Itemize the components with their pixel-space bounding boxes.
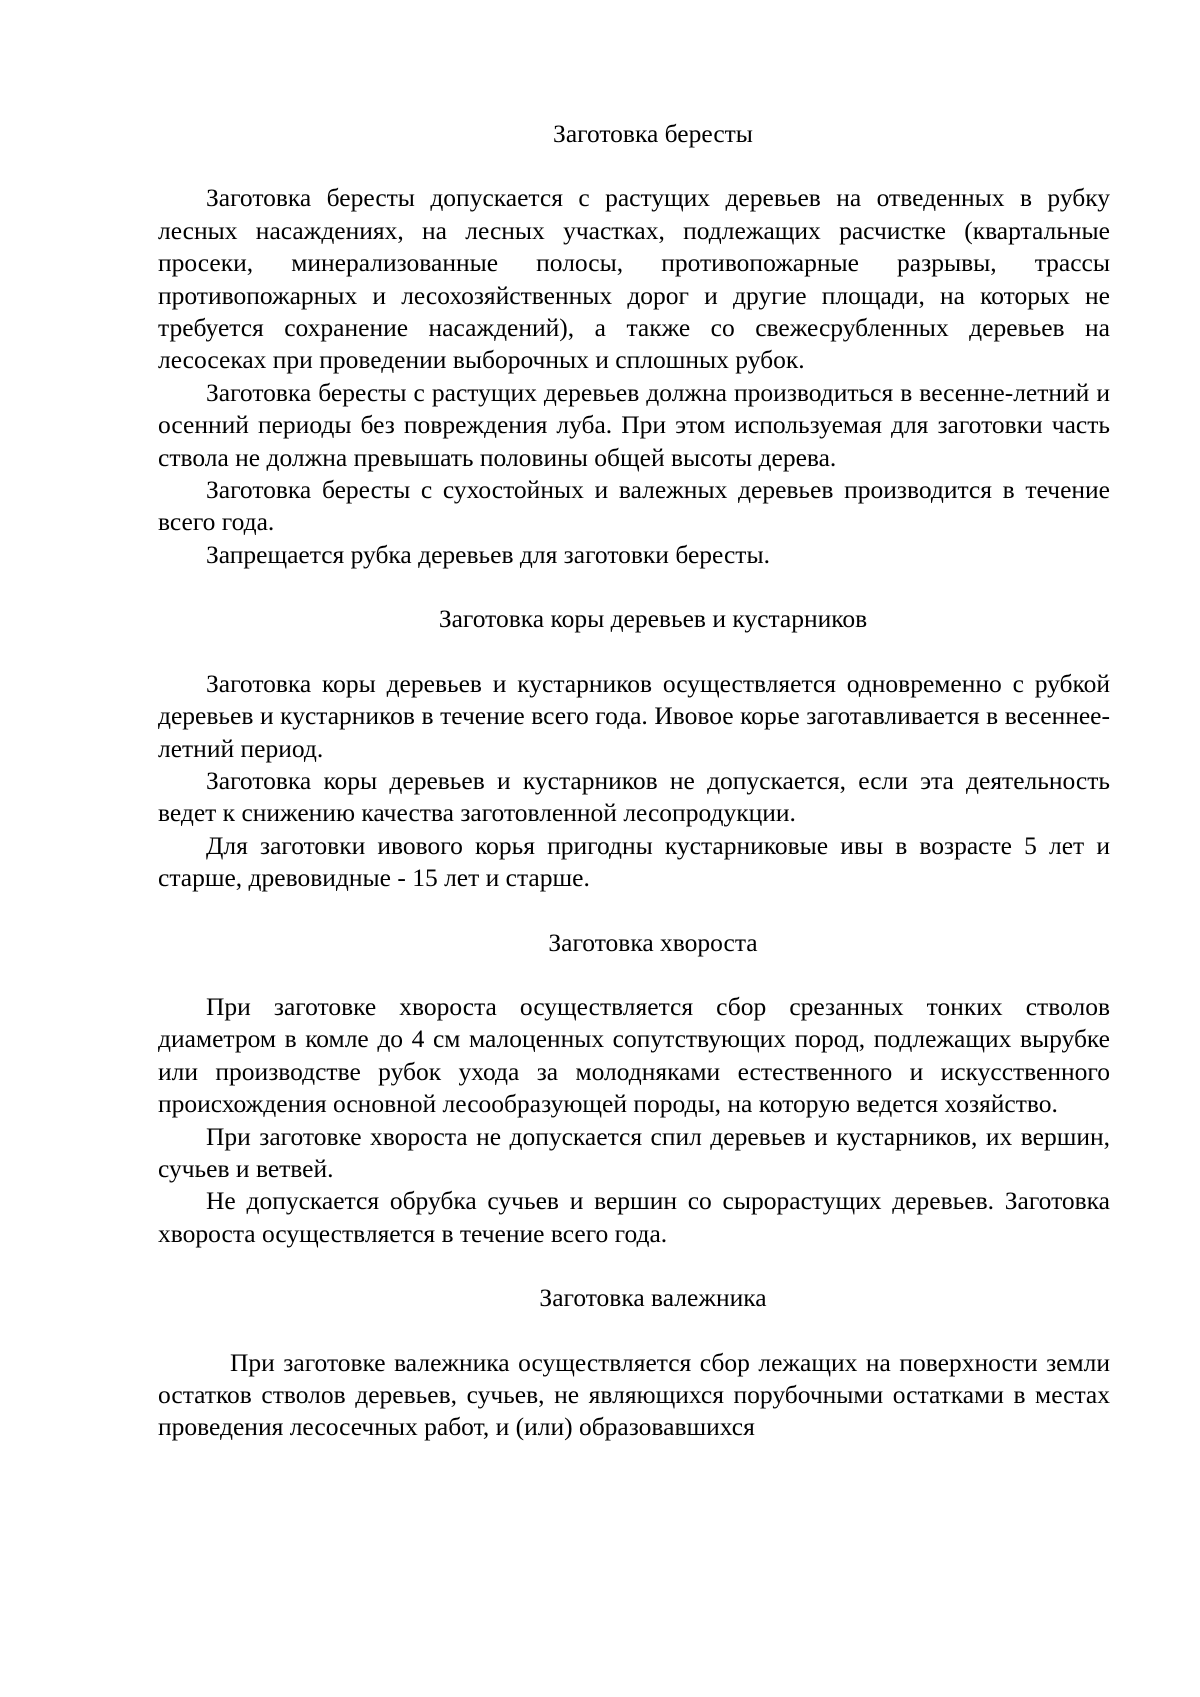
paragraph: Заготовка коры деревьев и кустарников не допускается, если эта деятельность ведет к снижению качества заготовленной лесопродукции.	[158, 765, 1110, 828]
section-title: Заготовка бересты	[553, 119, 753, 148]
section-title: Заготовка валежника	[539, 1283, 767, 1313]
paragraph: Для заготовки ивового корья пригодны кустарниковые ивы в возрасте 5 лет и старше, древовидные - 15 лет и старше.	[158, 830, 1110, 893]
section-bark-birch	[158, 118, 1110, 571]
document-page	[158, 118, 1110, 1444]
paragraph: Запрещается рубка деревьев для заготовки бересты.	[206, 539, 770, 569]
paragraph: Заготовка бересты допускается с растущих деревьев на отведенных в рубку лесных насаждениях, на лесных участках, подлежащих расчистке (квартальные просеки, минерализованные полосы, противопожарные разрывы, трассы противопожарных и лесохозяйственных дорог и другие площади, на которых не требуется сохранение насаждений), а также со свежесрубленных деревьев на лесосеках при проведении выборочных и сплошных рубок.	[158, 183, 1110, 375]
section-brushwood	[158, 927, 1110, 1251]
paragraph: При заготовке хвороста не допускается спил деревьев и кустарников, их вершин, сучьев и ветвей.	[158, 1121, 1110, 1183]
paragraph: При заготовке валежника осуществляется сбор лежащих на поверхности земли остатков стволов деревьев, сучьев, не являющихся порубочными остатками в местах проведения лесосечных работ, и (или) образовавшихся	[158, 1347, 1110, 1442]
section-title: Заготовка коры деревьев и кустарников	[438, 604, 868, 634]
paragraph: Заготовка бересты с сухостойных и валежных деревьев производится в течение всего года.	[158, 475, 1110, 537]
paragraph: Заготовка бересты с растущих деревьев должна производиться в весенне-летний и осенний периоды без повреждения луба. При этом используемая для заготовки часть ствола не должна превышать половины общей высоты дерева.	[158, 377, 1110, 472]
paragraph: При заготовке хвороста осуществляется сбор срезанных тонких стволов диаметром в комле до 4 см малоценных сопутствующих пород, подлежащих вырубке или производстве рубок ухода за молодняками естественного и искусственного происхождения основной лесообразующей породы, на которую ведется хозяйство.	[158, 991, 1110, 1119]
paragraph: Заготовка коры деревьев и кустарников осуществляется одновременно с рубкой деревьев и кустарников в течение всего года. Ивовое корье заготавливается в весеннее-летний период.	[158, 668, 1110, 763]
section-deadwood	[158, 1282, 1110, 1444]
section-title: Заготовка хвороста	[548, 927, 758, 957]
section-bark-trees-shrubs	[158, 603, 1110, 894]
paragraph: Не допускается обрубка сучьев и вершин со сырорастущих деревьев. Заготовка хвороста осуществляется в течение всего года.	[158, 1186, 1110, 1248]
